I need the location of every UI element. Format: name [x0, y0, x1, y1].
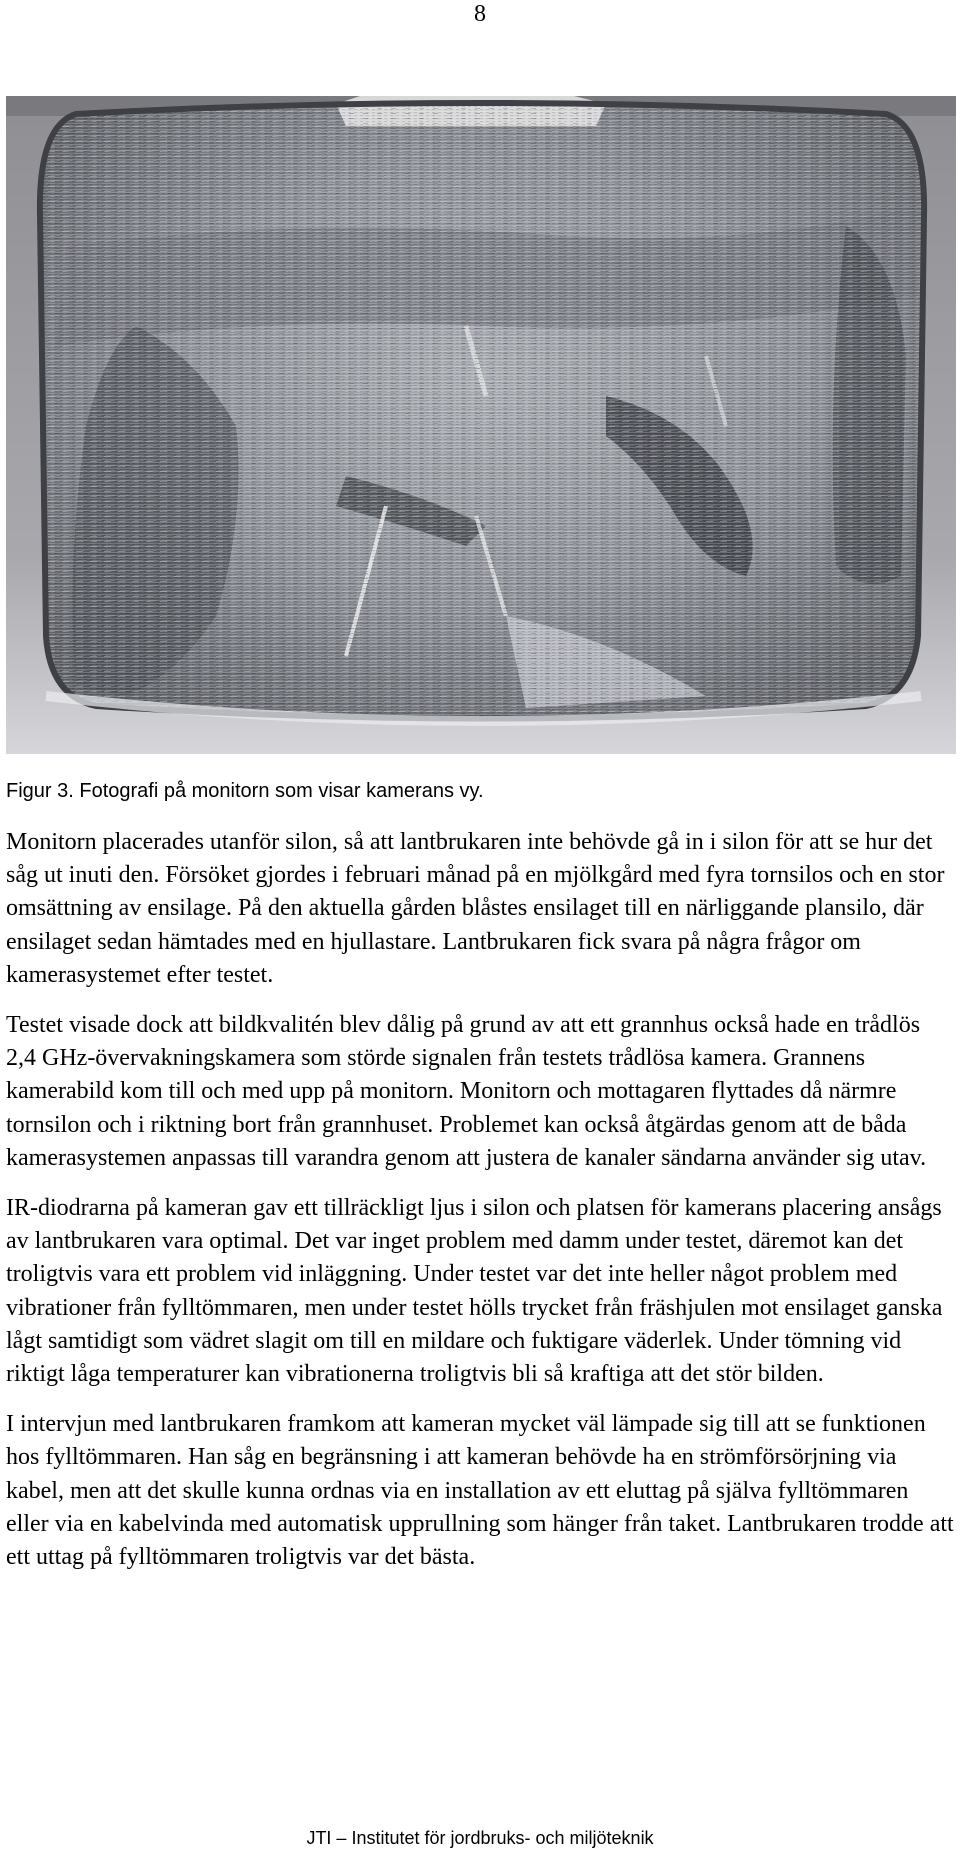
page-footer: JTI – Institutet för jordbruks- och miljöteknik [306, 1828, 654, 1848]
figure-caption: Figur 3. Fotografi på monitorn som visar kamerans vy. [6, 780, 484, 802]
body-text [6, 826, 956, 1591]
paragraph: I intervjun med lantbrukaren framkom att kameran mycket väl lämpade sig till att se funktionen hos fylltömmaren. Han såg en begränsning i att kameran behövde ha en strömförsörjning via kabel, men att det skulle kunna ordnas via en installation av ett eluttag på själva fylltömmaren eller via en kabelvinda med automatisk upprullning som hänger från taket. Lantbrukaren trodde att ett uttag på fylltömmaren troligtvis var det bästa. [6, 1411, 954, 1571]
paragraph: Monitorn placerades utanför silon, så att lantbrukaren inte behövde gå in i silon för att se hur det såg ut inuti den. Försöket gjordes i februari månad på en mjölkgård med fyra tornsilos och en stor omsättning av ensilage. På den aktuella gården blåstes ensilaget till en närliggande plansilo, där ensilaget sedan hämtades med en hjullastare. Lantbrukaren fick svara på några frågor om kamerasystemet efter testet. [6, 829, 945, 988]
paragraph: IR-diodrarna på kameran gav ett tillräckligt ljus i silon och platsen för kamerans placering ansågs av lantbrukaren vara optimal. Det var inget problem med damm under testet, däremot kan det troligtvis vara ett problem vid inläggning. Under testet var det inte heller något problem med vibrationer från fylltömmaren, men under testet hölls trycket från fräshjulen mot ensilaget ganska lågt samtidigt som vädret slagit om till en mildare och fuktigare väderlek. Under tömning vid riktigt låga temperaturer kan vibrationerna troligtvis bli så kraftiga att det stör bilden. [6, 1195, 943, 1388]
page-number: 8 [474, 1, 486, 27]
monitor-photo-graphic [6, 96, 956, 754]
paragraph: Testet visade dock att bildkvalitén blev dålig på grund av att ett grannhus också hade en trådlös 2,4 GHz-övervakningskamera som störde signalen från testets trådlösa kamera. Grannens kamerabild kom till och med upp på monitorn. Monitorn och mottagaren flyttades då närmre tornsilon och i riktning bort från grannhuset. Problemet kan också åtgärdas genom att de båda kamerasystemen anpassas till varandra genom att justera de kanaler sändarna använder sig utav. [6, 1012, 927, 1171]
monitor-photo [6, 96, 956, 754]
